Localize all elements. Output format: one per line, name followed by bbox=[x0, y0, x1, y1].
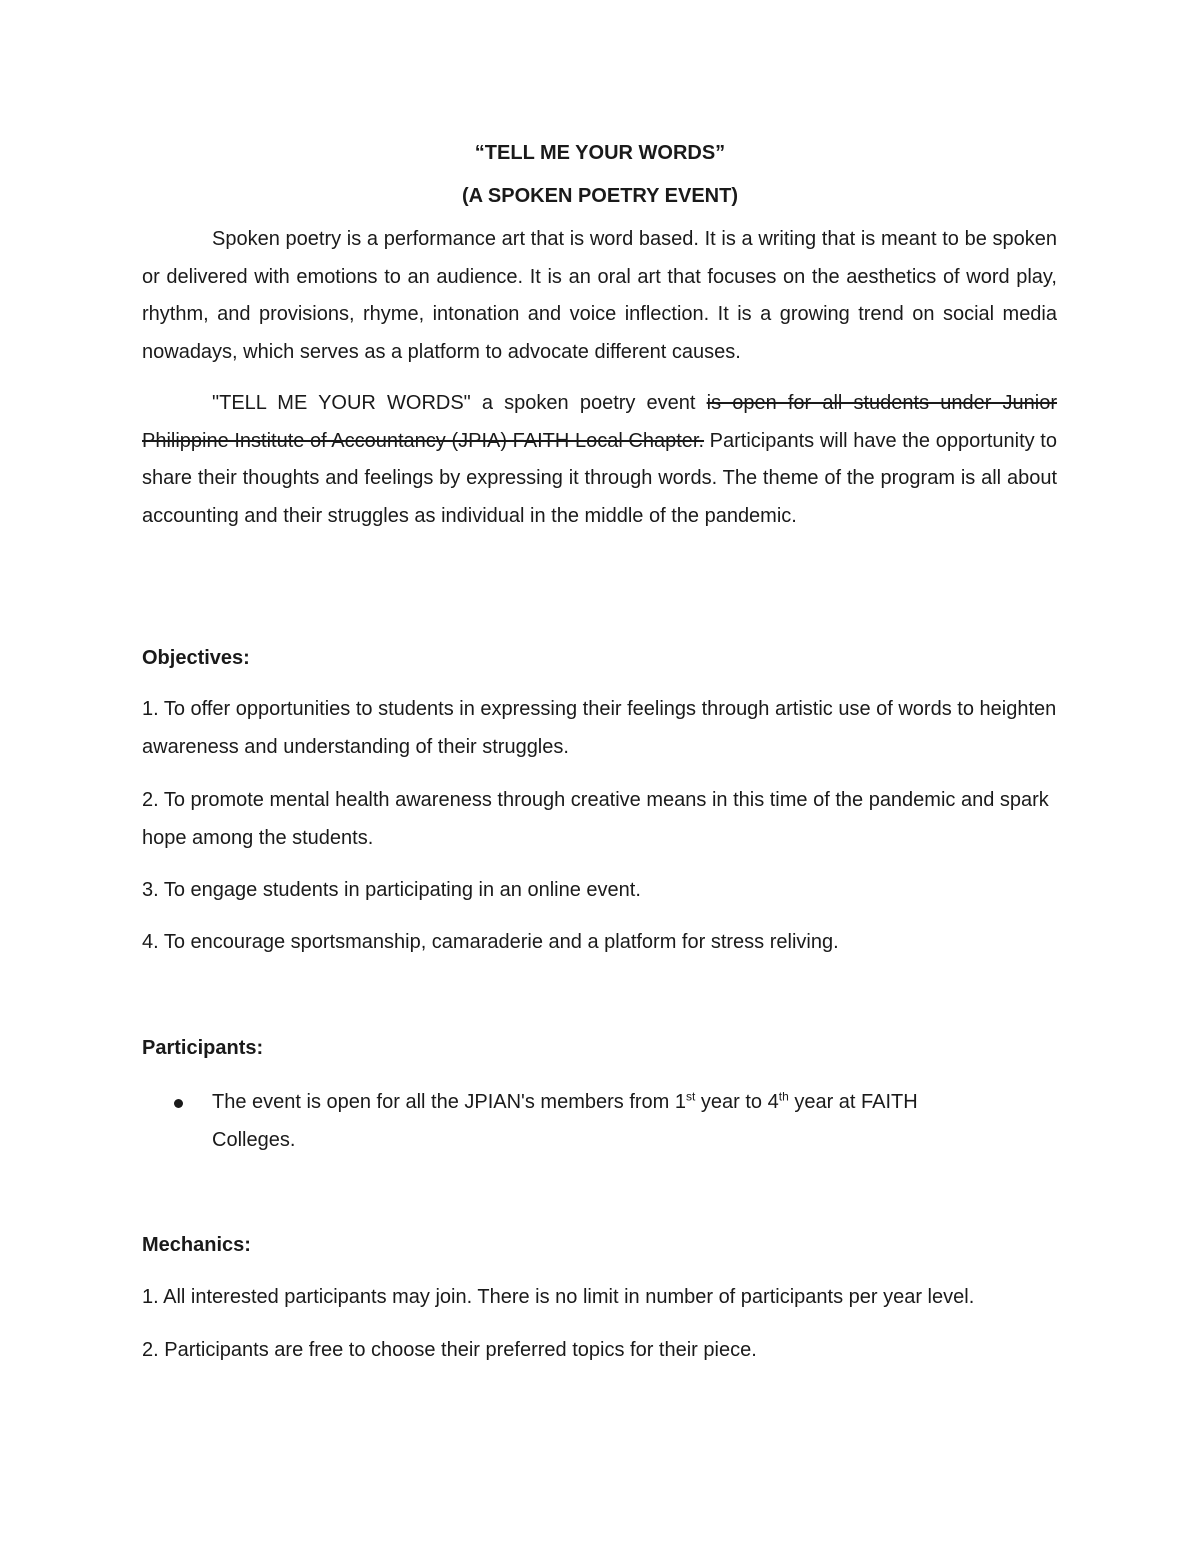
intro-paragraph-2-struck: is open for all students under Junior Philippine Institute of Accountancy (JPIA) FAITH Local Chapter. bbox=[142, 392, 1058, 452]
objectives-heading: Objectives: bbox=[142, 647, 250, 669]
ordinal-suffix-1: st bbox=[686, 1089, 696, 1104]
mechanics-item-2: 2. Participants are free to choose their preferred topics for their piece. bbox=[142, 1339, 757, 1361]
participants-text-part-2: year to 4 bbox=[695, 1091, 779, 1113]
participants-text-part-1: The event is open for all the JPIAN's members from 1 bbox=[212, 1091, 687, 1113]
objective-item-1: 1. To offer opportunities to students in expressing their feelings through artistic use of words to heighten awareness and understanding of their struggles. bbox=[142, 698, 1057, 758]
document-title: “TELL ME YOUR WORDS” bbox=[474, 142, 726, 164]
mechanics-item-1: 1. All interested participants may join. There is no limit in number of participants per year level. bbox=[142, 1286, 975, 1308]
intro-paragraph-1 bbox=[142, 221, 1057, 371]
objective-item-2: 2. To promote mental health awareness through creative means in this time of the pandemic and spark hope among the students. bbox=[142, 789, 1049, 849]
bullet-icon bbox=[174, 1099, 183, 1108]
intro-paragraph-2 bbox=[142, 385, 1057, 535]
intro-paragraph-2-start: "TELL ME YOUR WORDS" a spoken poetry event bbox=[212, 392, 707, 414]
participants-heading: Participants: bbox=[142, 1037, 264, 1059]
ordinal-suffix-2: th bbox=[778, 1089, 789, 1104]
participants-text-part-3: year at FAITH Colleges. bbox=[212, 1091, 918, 1151]
document-subtitle: (A SPOKEN POETRY EVENT) bbox=[462, 185, 738, 207]
objective-item-3: 3. To engage students in participating in an online event. bbox=[142, 879, 641, 901]
participants-bullet-text bbox=[212, 1084, 982, 1159]
objective-item-4: 4. To encourage sportsmanship, camaraderie and a platform for stress reliving. bbox=[142, 931, 839, 953]
intro-paragraph-2-end: Participants will have the opportunity to share their thoughts and feelings by expressing it through words. The theme of the program is all about accounting and their struggles as individual in the middle of the pandemic. bbox=[142, 429, 1057, 527]
intro-paragraph-1-text: Spoken poetry is a performance art that is word based. It is a writing that is meant to be spoken or delivered with emotions to an audience. It is an oral art that focuses on the aesthetics of word play, rhythm, and provisions, rhyme, intonation and voice inflection. It is a growing trend on social media nowadays, which serves as a platform to advocate different causes. bbox=[142, 228, 1057, 363]
mechanics-heading: Mechanics: bbox=[142, 1234, 251, 1256]
